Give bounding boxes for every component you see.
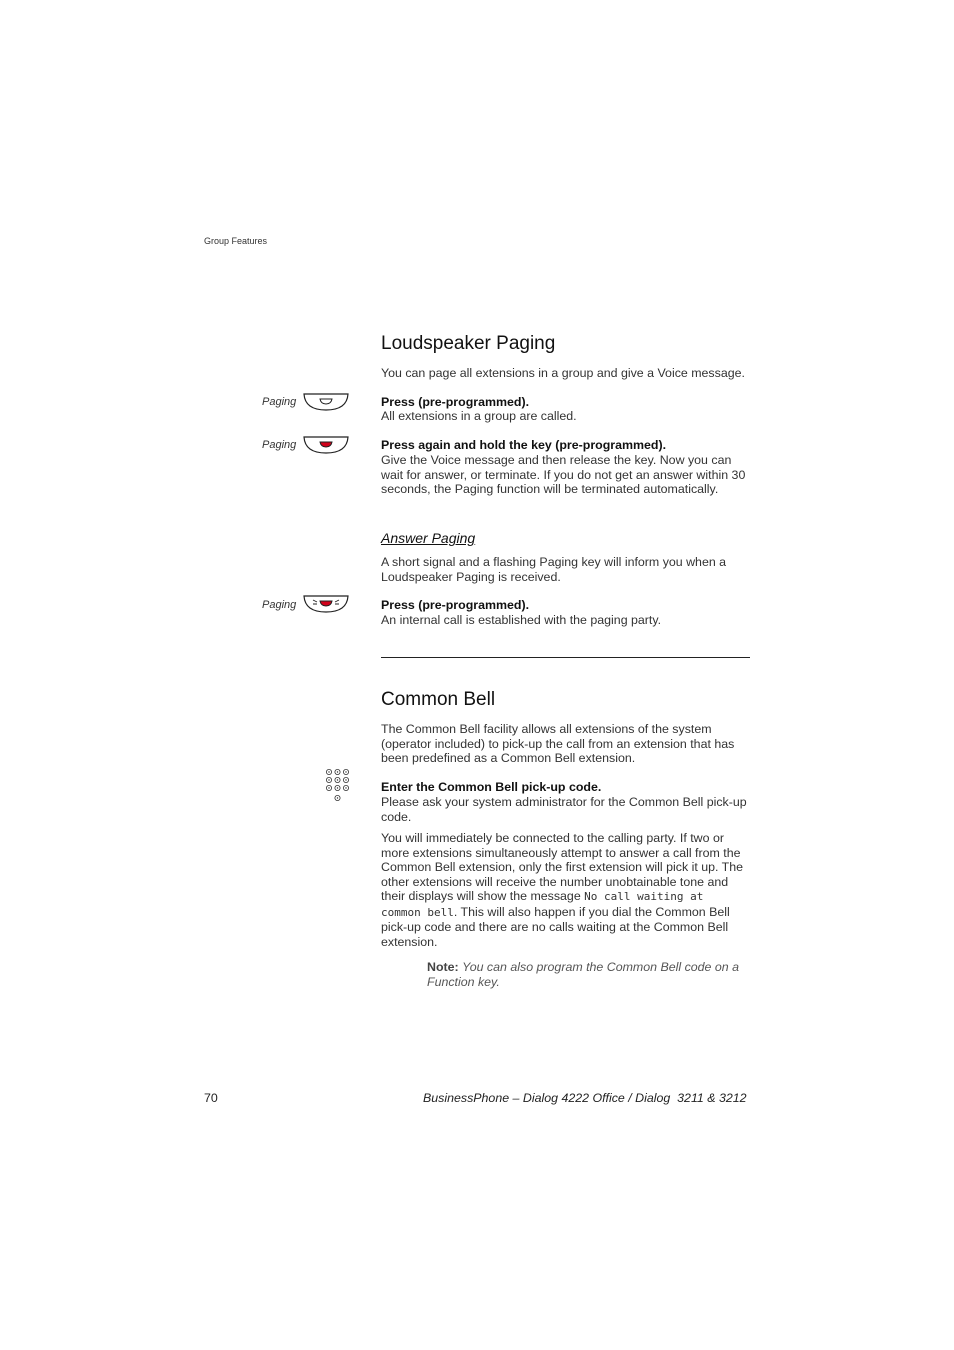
function-key-flashing-icon[interactable] [303, 595, 349, 613]
paging-key-label: Paging [262, 396, 297, 408]
answer-step-action: Press (pre-programmed). [381, 598, 530, 612]
paragraph-text: You will immediately be connected to the calling party. If two or more extensions simultaneously attempt to answer a call from the Common Bell extension, only the first extension will pick it up. The other extensions will receive the number unobtainable tone and their displays will show the message [381, 831, 744, 903]
common-bell-paragraph [381, 831, 749, 949]
page-number: 70 [204, 1091, 218, 1105]
step1-detail: All extensions in a group are called. [381, 409, 577, 423]
answer-step-detail: An internal call is established with the paging party. [381, 613, 662, 627]
loudspeaker-intro: You can page all extensions in a group and give a Voice message. [381, 366, 745, 380]
common-bell-step-detail: Please ask your system administrator for the Common Bell pick-up code. [381, 795, 747, 824]
note [427, 960, 749, 989]
paging-key-label: Paging [262, 439, 297, 451]
footer-product: BusinessPhone – Dialog 4222 Office / Dialog 3211 & 3212 [423, 1091, 747, 1105]
note-label: Note: [427, 960, 459, 974]
display-message: No call waiting at common bell [381, 890, 704, 919]
answer-paging-title: Answer Paging [381, 530, 476, 546]
step2-action: Press again and hold the key (pre-programmed). [381, 438, 667, 452]
common-bell-intro: The Common Bell facility allows all extensions of the system (operator included) to pick-up the call from an extension that has been predefined as a Common Bell extension. [381, 722, 735, 765]
answer-paging-intro: A short signal and a flashing Paging key will inform you when a Loudspeaker Paging is received. [381, 555, 727, 584]
paragraph-text: . This will also happen if you dial the Common Bell pick-up code and there are no calls waiting at the Common Bell extension. [381, 904, 730, 949]
common-bell-title: Common Bell [381, 689, 496, 710]
function-key-lit-icon[interactable] [303, 436, 349, 454]
common-bell-step-action: Enter the Common Bell pick-up code. [381, 780, 602, 794]
section-label: Group Features [204, 236, 268, 246]
note-text: You can also program the Common Bell code on a Function key. [427, 960, 740, 989]
section-divider [381, 657, 750, 658]
loudspeaker-paging-title: Loudspeaker Paging [381, 333, 556, 354]
step2-detail: Give the Voice message and then release the key. Now you can wait for answer, or terminate. If you do not get an answer within 30 seconds, the Paging function will be terminated automatically. [381, 453, 746, 496]
function-key-icon[interactable] [303, 393, 349, 411]
keypad-icon [325, 768, 351, 804]
step1-action: Press (pre-programmed). [381, 395, 530, 409]
paging-key-label: Paging [262, 599, 297, 611]
